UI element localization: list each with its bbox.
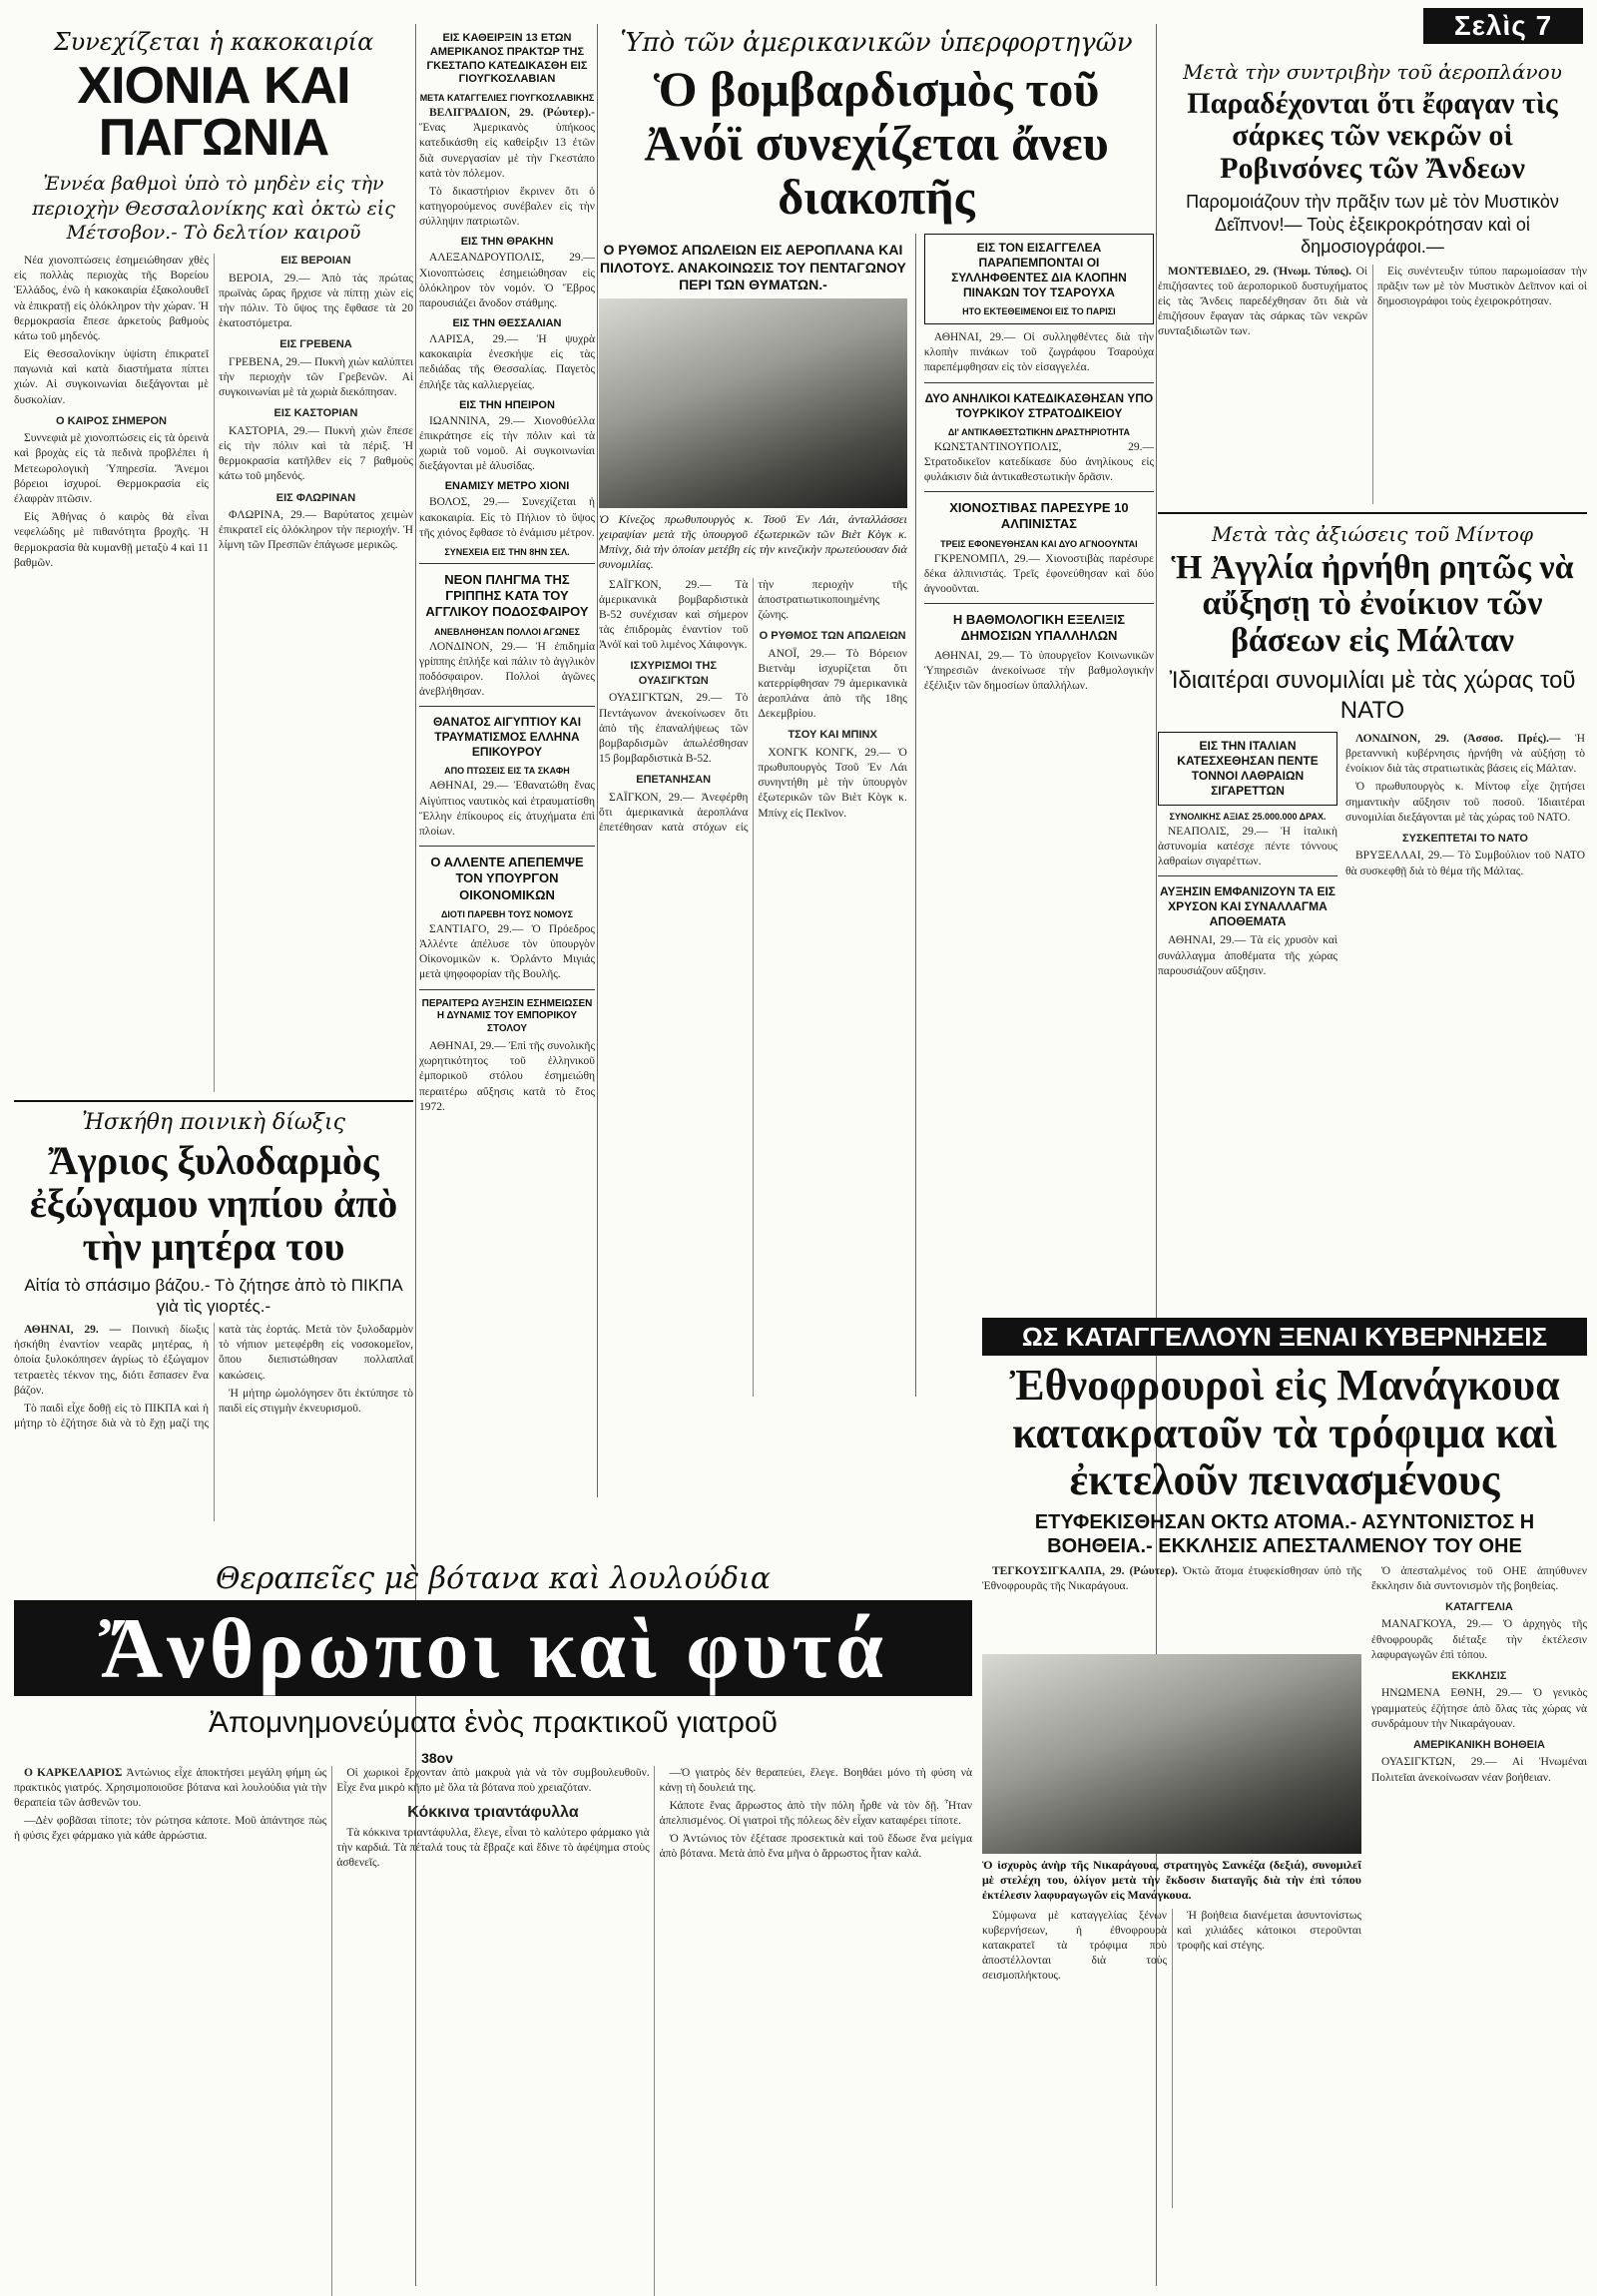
nicaragua-deck: ΕΤΥΦΕΚΙΣΘΗΣΑΝ ΟΚΤΩ ΑΤΟΜΑ.- ΑΣΥΝΤΟΝΙΣΤΟΣ Η ΒΟΗΘΕΙΑ.- ΕΚΚΛΗΣΙΣ ΑΠΕΣΤΑΛΜΕΝΟΥ ΤΟΥ ΟΗΕ <box>1034 1510 1535 1557</box>
allende-sub: ΔΙΟΤΙ ΠΑΡΕΒΗ ΤΟΥΣ ΝΟΜΟΥΣ <box>440 908 574 919</box>
nato-subhead: ΣΥΣΚΕΠΤΕΤΑΙ ΤΟ ΝΑΤΟ <box>1402 832 1528 845</box>
beating-deck: Αἰτία τὸ σπάσιμο βάζου.- Τὸ ζήτησε ἀπὸ τὸ ΠΙΚΠΑ γιὰ τὶς γιορτές.- <box>24 1275 403 1316</box>
nicaragua-headline: Ἐθνοφρουροὶ εἰς Μανάγκουα κατακρατοῦν τὰ τρόφιμα καὶ ἐκτελοῦν πεινασμένους <box>1009 1361 1560 1505</box>
nicaragua-story: ΩΣ ΚΑΤΑΓΓΕΛΛΟΥΝ ΞΕΝΑΙ ΚΥΒΕΡΝΗΣΕΙΣ Ἐθνοφρουροὶ εἰς Μανάγκουα κατακρατοῦν τὰ τρόφιμα καὶ ἐκτελοῦν πεινασμένους ΕΤΥΦΕΚΙΣΘΗΣΑΝ ΟΚΤΩ ΑΤΟΜΑ.- ΑΣΥΝΤΟΝΙΣΤΟΣ Η ΒΟΗΘΕΙΑ.- ΕΚΚΛΗΣΙΣ ΑΠΕΣΤΑΛΜΕΝΟΥ ΤΟΥ ΟΗΕ ΤΕΓΚΟΥΣΙΓΚΑΛΠΑ, 29. (Ρώυτερ). Ὀκτὼ ἄτομα ἐτυφεκίσθησαν ὑπὸ τῆς Ἐθνοφρουρᾶς τῆς Νικαράγουα. Ὁ ἰσχυρὸς ἀνὴρ τῆς Νικαράγουα, στρατηγὸς Σανκέζα (δεξιά), συνομιλεῖ μὲ στελέχη του, ὀλίγον μετὰ τὴν ἔκδοσιν διαταγῆς διὰ τὴν ἐπὶ τόπου ἐκτέλεσιν λαφυραγωγῶν εἰς Μανάγκουα. Σύμφωνα μὲ καταγγελίας ξένων κυβερνήσεων, ἡ ἐθνοφρουρὰ κατακρατεῖ τὰ τρόφιμα ποὺ ἀποστέλλονται διὰ τοὺς σεισμοπλήκτους. Ἡ βοήθεια διανέμεται ἀσυντονίστως καὶ χιλιάδες κάτοικοι στεροῦνται τροφῆς καὶ στέγης. Ὁ ἀπεσταλμένος τοῦ ΟΗΕ ἀπηύθυνεν ἔκκλησιν διὰ συντονισμὸν τῆς βοηθείας. ΚΑΤΑΓΓΕΛΙΑ ΜΑΝΑΓΚΟΥΑ, 29.— Ὁ ἀρχηγὸς τῆς ἐθνοφρουρᾶς διέταξε τὴν ἐκτέλεσιν λαφυραγωγῶν ἐπὶ τόπου. ΕΚΚΛΗΣΙΣ ΗΝΩΜΕΝΑ ΕΘΝΗ, 29.— Ὁ γενικὸς γραμματεὺς ἐζήτησε ἀπὸ ὅλας τὰς χώρας νὰ συνδράμουν τὴν Νικαράγουαν. ΑΜΕΡΙΚΑΝΙΚΗ ΒΟΗΘΕΙΑ ΟΥΑΣΙΓΚΤΩΝ, 29.— Αἱ Ἡνωμέναι Πολιτεῖαι ἀνεκοίνωσαν νέαν βοήθειαν. <box>982 1318 1587 2286</box>
column-hanoi: Ὑπὸ τῶν ἀμερικανικῶν ὑπερφορτηγῶν Ὁ βομβαρδισμὸς τοῦ Ἀνόϊ συνεχίζεται ἄνευ διακοπῆς Ο ΡΥΘΜΟΣ ΑΠΩΛΕΙΩΝ ΕΙΣ ΑΕΡΟΠΛΑΝΑ ΚΑΙ ΠΙΛΟΤΟΥΣ. ΑΝΑΚΟΙΝΩΣΙΣ ΤΟΥ ΠΕΝΤΑΓΩΝΟΥ ΠΕΡΙ ΤΩΝ ΘΥΜΑΤΩΝ.- Ὁ Κίνεζος πρωθυπουργὸς κ. Τσοῦ Ἐν Λάι, ἀνταλλάσσει χειραψίαν μετὰ τῆς ὑπουργοῦ ἐξωτερικῶν τῶν Βιὲτ Κὸγκ κ. Μπίνχ, διὰ τὴν ὁποίαν μετέβη εἰς τὴν κινεζικὴν πρωτεύουσαν διὰ συνομιλίας. ΣΑΪΓΚΟΝ, 29.— Τὰ ἀμερικανικὰ βομβαρδιστικὰ Β-52 συνέχισαν καὶ σήμερον τὰς ἐπιδρομὰς ἐναντίον τοῦ Ἀνόϊ καὶ τοῦ λιμένος Χάιφονγκ. ΙΣΧΥΡΙΣΜΟΙ ΤΗΣ ΟΥΑΣΙΓΚΤΩΝ ΟΥΑΣΙΓΚΤΩΝ, 29.— Τὸ Πεντάγωνον ἀνεκοίνωσεν ὅτι ἀπὸ τῆς ἐπαναλήψεως τῶν βομβαρδισμῶν ἀπωλέσθησαν 15 βομβαρδιστικὰ Β-52. ΕΠΕΤΑΝΗΣΑΝ ΣΑΪΓΚΟΝ, 29.— Ἀνεφέρθη ὅτι ἀμερικανικὰ ἀεροπλάνα ἐπετέθησαν κατὰ στόχων εἰς τὴν περιοχὴν τῆς ἀποστρατιωτικοποιημένης ζώνης. Ο ΡΥΘΜΟΣ ΤΩΝ ΑΠΩΛΕΙΩΝ ΑΝΟΪ, 29.— Τὸ Βόρειον Βιετνὰμ ἰσχυρίζεται ὅτι κατερρίφθησαν 79 ἀμερικανικὰ ἀεροπλάνα ἀπὸ τῆς 18ης Δεκεμβρίου. ΤΣΟΥ ΚΑΙ ΜΠΙΝΧ ΧΟΝΓΚ ΚΟΝΓΚ, 29.— Ὁ πρωθυπουργὸς Τσοῦ Ἐν Λάι συνηντήθη μὲ τὴν ὑπουργὸν ἐξωτερικῶν τῶν Βιὲτ Κὸγκ κ. Μπίνχ εἰς Πεκῖνον. ΕΙΣ ΤΟΝ ΕΙΣΑΓΓΕΛΕΑ ΠΑΡΑΠΕΜΠΟΝΤΑΙ ΟΙ ΣΥΛΛΗΦΘΕΝΤΕΣ ΔΙΑ ΚΛΟΠΗΝ ΠΙΝΑΚΩΝ ΤΟΥ ΤΣΑΡΟΥΧΑ ΗΤΟ ΕΚΤΕΘΕΙΜΕΝΟΙ ΕΙΣ ΤΟ ΠΑΡΙΣΙ ΑΘΗΝΑΙ, 29.— Οἱ συλληφθέντες διὰ τὴν κλοπὴν πινάκων τοῦ ζωγράφου Τσαρούχα παρεπέμφθησαν εἰς τὸν εἰσαγγελέα. ΔΥΟ ΑΝΗΛΙΚΟΙ ΚΑΤΕΔΙΚΑΣΘΗΣΑΝ ΥΠΟ ΤΟΥΡΚΙΚΟΥ ΣΤΡΑΤΟΔΙΚΕΙΟΥ ΔΙ' ΑΝΤΙΚΑΘΕΣΤΩΤΙΚΗΝ ΔΡΑΣΤΗΡΙΟΤΗΤΑ ΚΩΝΣΤΑΝΤΙΝΟΥΠΟΛΙΣ, 29.— Στρατοδικεῖον κατεδίκασε δύο ἀνηλίκους εἰς φυλάκισιν διὰ ἀντικαθεστωτικὴν δρᾶσιν. ΧΙΟΝΟΣΤΙΒΑΣ ΠΑΡΕΣΥΡΕ 10 ΑΛΠΙΝΙΣΤΑΣ ΤΡΕΙΣ ΕΦΟΝΕΥΘΗΣΑΝ ΚΑΙ ΔΥΟ ΑΓΝΟΟΥΝΤΑΙ ΓΚΡΕΝΟΜΠΛ, 29.— Χιονοστιβὰς παρέσυρε δέκα ἀλπινιστάς. Τρεῖς ἐφονεύθησαν καὶ δύο ἀγνοοῦνται. Η ΒΑΘΜΟΛΟΓΙΚΗ ΕΞΕΛΙΞΙΣ ΔΗΜΟΣΙΩΝ ΥΠΑΛΛΗΛΩΝ ΑΘΗΝΑΙ, 29.— Τὸ ὑπουργεῖον Κοινωνικῶν Ὑπηρεσιῶν ἀνεκοίνωσε τὴν βαθμολογικὴν ἐξέλιξιν τῶν δημοσίων ὑπαλλήλων. <box>599 24 1154 1521</box>
photo-caption: Ὁ Κίνεζος πρωθυπουργὸς κ. Τσοῦ Ἐν Λάι, ἀνταλλάσσει χειραψίαν μετὰ τῆς ὑπουργοῦ ἐξωτερικῶν τῶν Βιὲτ Κὸγκ κ. Μπίνχ, διὰ τὴν ὁποίαν μετέβη εἰς τὴν κινεζικὴν πρωτεύουσαν διὰ συνομιλίας. <box>599 511 907 571</box>
column-briefs: ΕΙΣ ΚΑΘΕΙΡΞΙΝ 13 ΕΤΩΝ ΑΜΕΡΙΚΑΝΟΣ ΠΡΑΚΤΩΡ ΤΗΣ ΓΚΕΣΤΑΠΟ ΚΑΤΕΔΙΚΑΣΘΗ ΕΙΣ ΓΙΟΥΓΚΟΣΛΑΒΙΑΝ ΜΕΤΑ ΚΑΤΑΓΓΕΛΙΕΣ ΓΙΟΥΓΚΟΣΛΑΒΙΚΗΣ ΒΕΛΙΓΡΑΔΙΟΝ, 29. (Ρώυτερ).- Ἕνας Ἀμερικανὸς ὑπήκοος κατεδικάσθη εἰς καθείρξιν 13 ἐτῶν διὰ συνεργασίαν μὲ τὴν Γκεστάπο κατὰ τὸν πόλεμον. Τὸ δικαστήριον ἔκρινεν ὅτι ὁ κατηγορούμενος συνέβαλεν εἰς τὴν σύλληψιν πατριωτῶν. ΕΙΣ ΤΗΝ ΘΡΑΚΗΝ ΑΛΕΞΑΝΔΡΟΥΠΟΛΙΣ, 29.— Χιονοπτώσεις ἐσημειώθησαν εἰς ὁλόκληρον τὸν νομόν. Ὁ Ἕβρος παρουσιάζει ἄνοδον στάθμης. ΕΙΣ ΤΗΝ ΘΕΣΣΑΛΙΑΝ ΛΑΡΙΣΑ, 29.— Ἡ ψυχρὰ κακοκαιρία ἐνεσκήψε εἰς τὰς πεδιάδας τῆς Θεσσαλίας. Παγετὸς ἐπλήξε τὰς καλλιεργείας. ΕΙΣ ΤΗΝ ΗΠΕΙΡΟΝ ΙΩΑΝΝΙΝΑ, 29.— Χιονοθύελλα ἐπικράτησε εἰς τὴν πόλιν καὶ τὰ χωριὰ τοῦ νομοῦ. Αἱ συγκοινωνίαι διεξάγονται μὲ ἀλυσίδας. ΕΝΑΜΙΣΥ ΜΕΤΡΟ ΧΙΟΝΙ ΒΟΛΟΣ, 29.— Συνεχίζεται ἡ κακοκαιρία. Εἰς τὸ Πήλιον τὸ ὕψος τῆς χιόνος ἔφθασε τὸ ἑνάμισυ μέτρον. ΣΥΝΕΧΕΙΑ ΕΙΣ ΤΗΝ 8ΗΝ ΣΕΛ. ΝΕΟΝ ΠΛΗΓΜΑ ΤΗΣ ΓΡΙΠΠΗΣ ΚΑΤΑ ΤΟΥ ΑΓΓΛΙΚΟΥ ΠΟΔΟΣΦΑΙΡΟΥ ΑΝΕΒΛΗΘΗΣΑΝ ΠΟΛΛΟΙ ΑΓΩΝΕΣ ΛΟΝΔΙΝΟΝ, 29.— Ἡ ἐπιδημία γρίππης ἐπλήξε καὶ πάλιν τὸ ἀγγλικὸν ποδόσφαιρον. Πολλοὶ ἀγῶνες ἀνεβλήθησαν. ΘΑΝΑΤΟΣ ΑΙΓΥΠΤΙΟΥ ΚΑΙ ΤΡΑΥΜΑΤΙΣΜΟΣ ΕΛΛΗΝΑ ΕΠΙΚΟΥΡΟΥ ΑΠΟ ΠΤΩΣΕΙΣ ΕΙΣ ΤΑ ΣΚΑΦΗ ΑΘΗΝΑΙ, 29.— Ἐθανατώθη ἕνας Αἰγύπτιος ναυτικὸς καὶ ἐτραυματίσθη Ἕλλην ἐπίκουρος εἰς ἀτυχήματα ἐπὶ πλοίων. Ο ΑΛΛΕΝΤΕ ΑΠΕΠΕΜΨΕ ΤΟΝ ΥΠΟΥΡΓΟΝ ΟΙΚΟΝΟΜΙΚΩΝ ΔΙΟΤΙ ΠΑΡΕΒΗ ΤΟΥΣ ΝΟΜΟΥΣ ΣΑΝΤΙΑΓΟ, 29.— Ὁ Πρόεδρος Ἀλλέντε ἀπέλυσε τὸν ὑπουργὸν Οἰκονομικῶν κ. Ὀρλάντο Μιγιάς μετὰ ψηφοφορίαν τῆς Βουλῆς. ΠΕΡΑΙΤΕΡΩ ΑΥΞΗΣΙΝ ΕΣΗΜΕΙΩΣΕΝ Η ΔΥΝΑΜΙΣ ΤΟΥ ΕΜΠΟΡΙΚΟΥ ΣΤΟΛΟΥ ΑΘΗΝΑΙ, 29.— Ἐπὶ τῆς συνολικῆς χωρητικότητος τοῦ ἑλληνικοῦ ἐμπορικοῦ στόλου ἐσημειώθη περαιτέρω αὔξησις κατὰ τὸ ἔτος 1972. <box>419 32 595 1113</box>
column-rule <box>597 24 598 1497</box>
gestapo-sub: ΜΕΤΑ ΚΑΤΑΓΓΕΛΙΕΣ ΓΙΟΥΓΚΟΣΛΑΒΙΚΗΣ <box>419 93 595 103</box>
civil-headline: Η ΒΑΘΜΟΛΟΓΙΚΗ ΕΞΕΛΙΞΙΣ ΔΗΜΟΣΙΩΝ ΥΠΑΛΛΗΛΩΝ <box>952 612 1125 644</box>
andes-kicker: Μετὰ τὴν συντριβὴν τοῦ ἀεροπλάνου <box>1183 60 1562 84</box>
paris-headline: ΕΙΣ ΤΟΝ ΕΙΣΑΓΓΕΛΕΑ ΠΑΡΑΠΕΜΠΟΝΤΑΙ ΟΙ ΣΥΛΛΗΦΘΕΝΤΕΣ ΔΙΑ ΚΛΟΠΗΝ ΠΙΝΑΚΩΝ ΤΟΥ ΤΣΑΡΟΥΧΑ <box>951 241 1127 299</box>
photo-chou-binh <box>599 298 907 508</box>
feature-kicker: Θεραπεῖες μὲ βότανα καὶ λουλούδια <box>216 1561 771 1596</box>
malta-dateline: ΛΟΝΔΙΝΟΝ, 29. (Ἀσσοσ. Πρές).— <box>1355 732 1561 745</box>
weather-subhead: ΕΙΣ ΓΡΕΒΕΝΑ <box>279 338 352 351</box>
death-headline: ΘΑΝΑΤΟΣ ΑΙΓΥΠΤΙΟΥ ΚΑΙ ΤΡΑΥΜΑΤΙΣΜΟΣ ΕΛΛΗΝΑ ΕΠΙΚΟΥΡΟΥ <box>432 715 582 760</box>
divider <box>14 1100 413 1102</box>
hanoi-body: ΣΑΪΓΚΟΝ, 29.— Τὰ ἀμερικανικὰ βομβαρδιστικὰ Β-52 συνέχισαν καὶ σήμερον τὰς ἐπιδρομὰς ἐναντίον τοῦ Ἀνόϊ καὶ τοῦ λιμένος Χάιφονγκ. ΙΣΧΥΡΙΣΜΟΙ ΤΗΣ ΟΥΑΣΙΓΚΤΩΝ ΟΥΑΣΙΓΚΤΩΝ, 29.— Τὸ Πεντάγωνον ἀνεκοίνωσεν ὅτι ἀπὸ τῆς ἐπαναλήψεως τῶν βομβαρδισμῶν ἀπωλέσθησαν 15 βομβαρδιστικὰ Β-52. ΕΠΕΤΑΝΗΣΑΝ ΣΑΪΓΚΟΝ, 29.— Ἀνεφέρθη ὅτι ἀμερικανικὰ ἀεροπλάνα ἐπετέθησαν κατὰ στόχων εἰς τὴν περιοχὴν τῆς ἀποστρατιωτικοποιημένης ζώνης. Ο ΡΥΘΜΟΣ ΤΩΝ ΑΠΩΛΕΙΩΝ ΑΝΟΪ, 29.— Τὸ Βόρειον Βιετνὰμ ἰσχυρίζεται ὅτι κατερρίφθησαν 79 ἀμερικανικὰ ἀεροπλάνα ἀπὸ τῆς 18ης Δεκεμβρίου. ΤΣΟΥ ΚΑΙ ΜΠΙΝΧ ΧΟΝΓΚ ΚΟΝΓΚ, 29.— Ὁ πρωθυπουργὸς Τσοῦ Ἐν Λάι συνηντήθη μὲ τὴν ὑπουργὸν ἐξωτερικῶν τῶν Βιὲτ Κὸγκ κ. Μπίνχ εἰς Πεκῖνον. <box>599 578 907 835</box>
hanoi-kicker: Ὑπὸ τῶν ἀμερικανικῶν ὑπερφορτηγῶν <box>620 28 1133 58</box>
nicaragua-subhead: ΚΑΤΑΓΓΕΛΙΑ <box>1445 1600 1513 1613</box>
gestapo-dateline: ΒΕΛΙΓΡΑΔΙΟΝ, 29. (Ρώυτερ).- <box>429 107 595 119</box>
beating-dateline: ΑΘΗΝΑΙ, 29. — <box>24 1324 122 1337</box>
weather-subhead: ΕΙΣ ΚΑΣΤΟΡΙΑΝ <box>273 407 358 420</box>
andes-deck: Παρομοιάζουν τὴν πρᾶξιν των μὲ τὸν Μυστικὸν Δεῖπνον!— Τοὺς ἐξεικροκρότησαν καὶ οἱ δημοσιογράφοι.— <box>1186 192 1559 258</box>
page-number-badge: Σελὶς 7 <box>1423 8 1583 44</box>
flu-headline: ΝΕΟΝ ΠΛΗΓΜΑ ΤΗΣ ΓΡΙΠΠΗΣ ΚΑΤΑ ΤΟΥ ΑΓΓΛΙΚΟΥ ΠΟΔΟΣΦΑΙΡΟΥ <box>425 571 589 620</box>
weather-kicker: Συνεχίζεται ἡ κακοκαιρία <box>53 28 374 56</box>
briefs-subhead: ΕΙΣ ΤΗΝ ΘΕΣΣΑΛΙΑΝ <box>452 317 562 330</box>
feature-banner: Ἄνθρωποι καὶ φυτά <box>14 1600 972 1696</box>
andes-dateline: ΜΟΝΤΕΒΙΔΕΟ, 29. (Ἡνωμ. Τύπος). <box>1168 265 1352 278</box>
beating-body: ΑΘΗΝΑΙ, 29. — Ποινικὴ δίωξις ἠσκήθη ἐναντίον νεαρᾶς μητέρας, ἡ ὁποία ξυλοκόπησεν ἀγρίως τὸ ἐξώγαμον τετραετὲς τέκνον της, διότι ἔσπασεν ἕνα βάζον. Τὸ παιδὶ εἶχε δοθῇ εἰς τὸ ΠΙΚΠΑ καὶ ἡ μήτηρ τὸ ἐζήτησε διὰ νὰ τὸ ἔχῃ μαζί της κατὰ τὰς ἑορτάς. Μετὰ τὸν ξυλοδαρμὸν τὸ νήπιον μετεφέρθη εἰς νοσοκομεῖον, ὅπου διεπιστώθησαν πολλαπλαῖ κακώσεις. Ἡ μήτηρ ὡμολόγησεν ὅτι ἐκτύπησε τὸ παιδὶ εἰς στιγμὴν ἐκνευρισμοῦ. <box>14 1324 413 1431</box>
malta-headline: Ἡ Ἀγγλία ἠρνήθη ρητῶς νὰ αὔξησῃ τὸ ἐνοίκιον τῶν βάσεων εἰς Μάλταν <box>1171 548 1574 660</box>
gestapo-body: ΒΕΛΙΓΡΑΔΙΟΝ, 29. (Ρώυτερ).- Ἕνας Ἀμερικανὸς ὑπήκοος κατεδικάσθη εἰς καθείρξιν 13 ἐτῶν διὰ συνεργασίαν μὲ τὴν Γκεστάπο κατὰ τὸν πόλεμον. Τὸ δικαστήριον ἔκρινεν ὅτι ὁ κατηγορούμενος συνέβαλεν εἰς τὴν σύλληψιν πατριωτῶν. <box>419 107 595 229</box>
alps-headline: ΧΙΟΝΟΣΤΙΒΑΣ ΠΑΡΕΣΥΡΕ 10 ΑΛΠΙΝΙΣΤΑΣ <box>949 500 1129 532</box>
column-andes: Μετὰ τὴν συντριβὴν τοῦ ἀεροπλάνου Παραδέχονται ὅτι ἔφαγαν τὶς σάρκες τῶν νεκρῶν οἱ Ροβινσόνες τῶν Ἄνδεων Παρομοιάζουν τὴν πρᾶξιν των μὲ τὸν Μυστικὸν Δεῖπνον!— Τοὺς ἐξεικροκρότησαν καὶ οἱ δημοσιογράφοι.— ΜΟΝΤΕΒΙΔΕΟ, 29. (Ἡνωμ. Τύπος). Οἱ ἐπιζήσαντες τοῦ ἀεροπορικοῦ δυστυχήματος εἰς τὰς Ἄνδεις παρεδέχθησαν ὅτι διὰ νὰ ἐπιζήσουν ἔφαγαν τὰς σάρκας τῶν νεκρῶν συνταξιδιωτῶν των. Εἰς συνέντευξιν τύπου παρωμοίασαν τὴν πρᾶξιν των μὲ τὸν Μυστικὸν Δεῖπνον καὶ οἱ δημοσιογράφοι τοὺς ἐχειροκρότησαν. Μετὰ τὰς ἀξιώσεις τοῦ Μίντοφ Ἡ Ἀγγλία ἠρνήθη ρητῶς νὰ αὔξησῃ τὸ ἐνοίκιον τῶν βάσεων εἰς Μάλταν Ἰδιαιτέραι συνομιλίαι μὲ τὰς χώρας τοῦ ΝΑΤΟ ΕΙΣ ΤΗΝ ΙΤΑΛΙΑΝ ΚΑΤΕΣΧΕΘΗΣΑΝ ΠΕΝΤΕ ΤΟΝΝΟΙ ΛΑΘΡΑΙΩΝ ΣΙΓΑΡΕΤΤΩΝ ΣΥΝΟΛΙΚΗΣ ΑΞΙΑΣ 25.000.000 ΔΡΑΧ. ΝΕΑΠΟΛΙΣ, 29.— Ἡ ἰταλικὴ ἀστυνομία κατέσχε πέντε τόννους λαθραίων σιγαρέττων. ΑΥΞΗΣΙΝ ΕΜΦΑΝΙΖΟΥΝ ΤΑ ΕΙΣ ΧΡΥΣΟΝ ΚΑΙ ΣΥΝΑΛΛΑΓΜΑ ΑΠΟΘΕΜΑΤΑ ΑΘΗΝΑΙ, 29.— Τὰ εἰς χρυσὸν καὶ συνάλλαγμα ἀποθέματα τῆς χώρας παρουσιάζουν αὔξησιν. ΛΟΝΔΙΝΟΝ, 29. (Ἀσσοσ. Πρές).— Ἡ βρεταννικὴ κυβέρνησις ἠρνήθη νὰ αὐξήσῃ τὸ ἐνοίκιον διὰ τὰς στρατιωτικὰς βάσεις εἰς Μάλταν. Ὁ πρωθυπουργὸς κ. Μίντοφ εἶχε ζητήσει σημαντικὴν αὔξησιν τοῦ ποσοῦ. Ἰδιαιτέραι συνομιλίαι διεξάγονται μὲ τὰς χώρας τοῦ ΝΑΤΟ. ΣΥΣΚΕΠΤΕΤΑΙ ΤΟ ΝΑΤΟ ΒΡΥΞΕΛΛΑΙ, 29.— Τὸ Συμβούλιον τοῦ ΝΑΤΟ θὰ συσκεφθῇ διὰ τὸ θέμα τῆς Μάλτας. <box>1158 56 1587 1314</box>
weather-subhead: ΕΙΣ ΦΛΩΡΙΝΑΝ <box>275 491 356 504</box>
nicaragua-dateline: ΤΕΓΚΟΥΣΙΓΚΑΛΠΑ, 29. (Ρώυτερ). <box>992 1564 1178 1577</box>
nicaragua-subhead: ΕΚΚΛΗΣΙΣ <box>1451 1669 1507 1682</box>
hanoi-subhead: ΙΣΧΥΡΙΣΜΟΙ ΤΗΣ ΟΥΑΣΙΓΚΤΩΝ <box>630 660 717 687</box>
feature-subtitle: Ἀπομνημονεύματα ἑνὸς πρακτικοῦ γιατροῦ <box>209 1706 778 1739</box>
feature-byline: Ο ΚΑΡΚΕΛΑΡΙΟΣ <box>24 1766 123 1779</box>
death-sub: ΑΠΟ ΠΤΩΣΕΙΣ ΕΙΣ ΤΑ ΣΚΑΦΗ <box>444 766 570 777</box>
hanoi-subhead: ΤΣΟΥ ΚΑΙ ΜΠΙΝΧ <box>788 729 877 742</box>
nicaragua-subhead: ΑΜΕΡΙΚΑΝΙΚΗ ΒΟΗΘΕΙΑ <box>1412 1738 1545 1751</box>
italy-sub: ΣΥΝΟΛΙΚΗΣ ΑΞΙΑΣ 25.000.000 ΔΡΑΧ. <box>1169 811 1327 822</box>
malta-kicker: Μετὰ τὰς ἀξιώσεις τοῦ Μίντοφ <box>1212 521 1533 546</box>
andes-headline: Παραδέχονται ὅτι ἔφαγαν τὶς σάρκες τῶν νεκρῶν οἱ Ροβινσόνες τῶν Ἄνδεων <box>1187 87 1558 185</box>
nicaragua-banner: ΩΣ ΚΑΤΑΓΓΕΛΛΟΥΝ ΞΕΝΑΙ ΚΥΒΕΡΝΗΣΕΙΣ <box>982 1318 1587 1356</box>
feature-body: Ο ΚΑΡΚΕΛΑΡΙΟΣ Ἀντώνιος εἶχε ἀποκτήσει μεγάλη φήμη ὡς πρακτικὸς γιατρός. Χρησιμοποιοῦσε βότανα καὶ λουλούδια γιὰ τὴν θεραπεία τῶν ἀσθενῶν του. —Δὲν φοβᾶσαι τίποτε; τὸν ρώτησα κάποτε. Μοῦ ἀπάντησε πὼς ἡ φύσις ἔχει φάρμακο γιὰ κάθε ἀρρώστια. Οἱ χωρικοὶ ἔρχονταν ἀπὸ μακρυὰ γιὰ νὰ τὸν συμβουλευθοῦν. Εἶχε ἕνα μικρὸ κῆπο μὲ ὅλα τὰ βότανα ποὺ χρειαζόταν. Κόκκινα τριαντάφυλλα Τὰ κόκκινα τριαντάφυλλα, ἔλεγε, εἶναι τὸ καλύτερο φάρμακο γιὰ τὴν καρδιά. Τὰ πέταλά τους τὰ ἔβραζε καὶ ἔδινε τὸ ἀφέψημα στοὺς ἀσθενεῖς. —Ὁ γιατρὸς δὲν θεραπεύει, ἔλεγε. Βοηθάει μόνο τὴ φύση νὰ κάνῃ τὴ δουλειά της. Κάποτε ἕνας ἄρρωστος ἀπὸ τὴν πόλη ἦρθε νὰ τὸν δῇ. Ἦταν ἀπελπισμένος. Οἱ γιατροὶ τῆς πόλεως δὲν εἶχαν καταφέρει τίποτε. Ὁ Ἀντώνιος τὸν ἐξέτασε προσεκτικὰ καὶ τοῦ ἔδωσε ἕνα μείγμα ἀπὸ βότανα. Μετὰ ἀπὸ ἕνα μῆνα ὁ ἄρρωστος ἦταν καλά. <box>14 1766 972 1870</box>
weather-subhead: Ο ΚΑΙΡΟΣ ΣΗΜΕΡΟΝ <box>56 414 167 427</box>
column-weather <box>14 24 413 1521</box>
weather-headline: ΧΙΟΝΙΑ ΚΑΙ ΠΑΓΩΝΙΑ <box>77 57 350 167</box>
alps-sub: ΤΡΕΙΣ ΕΦΟΝΕΥΘΗΣΑΝ ΚΑΙ ΔΥΟ ΑΓΝΟΟΥΝΤΑΙ <box>940 538 1138 549</box>
gestapo-headline: ΕΙΣ ΚΑΘΕΙΡΞΙΝ 13 ΕΤΩΝ ΑΜΕΡΙΚΑΝΟΣ ΠΡΑΚΤΩΡ ΤΗΣ ΓΚΕΣΤΑΠΟ ΚΑΤΕΔΙΚΑΣΘΗ ΕΙΣ ΓΙΟΥΓΚΟΣΛΑΒΙΑΝ <box>426 32 588 86</box>
weather-deck: Ἐννέα βαθμοὶ ὑπὸ τὸ μηδὲν εἰς τὴν περιοχὴν Θεσσαλονίκης καὶ ὀκτὼ εἰς Μέτσοβον.- Τὸ δελτίον καιροῦ <box>32 173 395 245</box>
briefs-subhead: ΕΝΑΜΙΣΥ ΜΕΤΡΟ ΧΙΟΝΙ <box>444 480 570 493</box>
gold-headline: ΑΥΞΗΣΙΝ ΕΜΦΑΝΙΖΟΥΝ ΤΑ ΕΙΣ ΧΡΥΣΟΝ ΚΑΙ ΣΥΝΑΛΛΑΓΜΑ ΑΠΟΘΕΜΑΤΑ <box>1159 884 1335 929</box>
feature-subhead: Κόκκινα τριαντάφυλλα <box>407 1803 579 1821</box>
beating-headline: Ἄγριος ξυλοδαρμὸς ἐξώγαμου νηπίου ἀπὸ τὴν μητέρα του <box>29 1138 398 1270</box>
continued-note: ΣΥΝΕΧΕΙΑ ΕΙΣ ΤΗΝ 8ΗΝ ΣΕΛ. <box>444 546 570 557</box>
paris-sub: ΗΤΟ ΕΚΤΕΘΕΙΜΕΝΟΙ ΕΙΣ ΤΟ ΠΑΡΙΣΙ <box>962 306 1116 316</box>
turkey-sub: ΔΙ' ΑΝΤΙΚΑΘΕΣΤΩΤΙΚΗΝ ΔΡΑΣΤΗΡΙΟΤΗΤΑ <box>947 426 1131 437</box>
hanoi-subhead: ΕΠΕΤΑΝΗΣΑΝ <box>636 774 712 787</box>
weather-subhead: ΕΙΣ ΒΕΡΟΙΑΝ <box>280 255 351 268</box>
photo-somoza <box>982 1654 1361 1854</box>
briefs-subhead: ΕΙΣ ΤΗΝ ΘΡΑΚΗΝ <box>460 236 554 249</box>
weather-body: Νέα χιονοπτώσεις ἐσημειώθησαν χθὲς εἰς πολλὰς περιοχὰς τῆς Βορείου Ἑλλάδος, ἐνῶ ἡ κακοκαιρία ἐξακολουθεῖ νὰ ἐπικρατῇ εἰς ὁλόκληρον τὴν χώραν. Ἡ θερμοκρασία ἔπεσε ἀρκετοὺς βαθμοὺς κάτω τοῦ μηδενός. Εἰς Θεσσαλονίκην ὑψίστη ἐπικρατεῖ παγωνιὰ καὶ κατὰ διαστήματα πίπτει χιών. Αἱ συγκοινωνίαι διεξάγονται μὲ δυσκολίαν. Ο ΚΑΙΡΟΣ ΣΗΜΕΡΟΝ Συννεφιὰ μὲ χιονοπτώσεις εἰς τὰ ὀρεινὰ καὶ βροχὰς εἰς τὰ πεδινὰ προβλέπει ἡ Μετεωρολογικὴ Ὑπηρεσία. Ἄνεμοι βόρειοι ἰσχυροί. Θερμοκρασία εἰς ἐλαφρὰν πτῶσιν. Εἰς Ἀθήνας ὁ καιρὸς θὰ εἶναι νεφελώδης μὲ πιθανότητα βροχῆς. Ἡ θερμοκρασία θὰ κυμανθῇ μεταξὺ 4 καὶ 11 βαθμῶν. ΕΙΣ ΒΕΡΟΙΑΝ ΒΕΡΟΙΑ, 29.— Ἀπὸ τὰς πρώτας πρωϊνὰς ὥρας ἤρχισε νὰ πίπτῃ χιὼν εἰς τὴν πόλιν. Τὸ ὕψος της ἔφθασε τὰ 20 ἑκατοστόμετρα. ΕΙΣ ΓΡΕΒΕΝΑ ΓΡΕΒΕΝΑ, 29.— Πυκνὴ χιὼν καλύπτει τὴν περιοχὴν τῶν Γρεβενῶν. Αἱ συγκοινωνίαι μὲ τὰ χωριὰ διεκόπησαν. ΕΙΣ ΚΑΣΤΟΡΙΑΝ ΚΑΣΤΟΡΙΑ, 29.— Πυκνὴ χιὼν ἔπεσε εἰς τὴν πόλιν καὶ τὰ πέριξ. Ἡ θερμοκρασία κατῆλθεν εἰς 7 βαθμοὺς κάτω τοῦ μηδενός. ΕΙΣ ΦΛΩΡΙΝΑΝ ΦΛΩΡΙΝΑ, 29.— Βαρύτατος χειμὼν ἐπικρατεῖ εἰς ὁλόκληρον τὴν περιοχήν. Ἡ λίμνη τῶν Πρεσπῶν ἐπάγωσε μερικῶς. <box>14 255 413 569</box>
malta-deck: Ἰδιαιτέραι συνομιλίαι μὲ τὰς χώρας τοῦ ΝΑΤΟ <box>1169 666 1576 724</box>
briefs-subhead: ΕΙΣ ΤΗΝ ΗΠΕΙΡΟΝ <box>459 398 555 411</box>
flu-sub: ΑΝΕΒΛΗΘΗΣΑΝ ΠΟΛΛΟΙ ΑΓΩΝΕΣ <box>433 626 581 637</box>
italy-headline: ΕΙΣ ΤΗΝ ΙΤΑΛΙΑΝ ΚΑΤΕΣΧΕΘΗΣΑΝ ΠΕΝΤΕ ΤΟΝΝΟΙ ΛΑΘΡΑΙΩΝ ΣΙΓΑΡΕΤΤΩΝ <box>1177 738 1319 798</box>
andes-body: ΜΟΝΤΕΒΙΔΕΟ, 29. (Ἡνωμ. Τύπος). Οἱ ἐπιζήσαντες τοῦ ἀεροπορικοῦ δυστυχήματος εἰς τὰς Ἄνδεις παρεδέχθησαν ὅτι διὰ νὰ ἐπιζήσουν ἔφαγαν τὰς σάρκας τῶν νεκρῶν συνταξιδιωτῶν των. Εἰς συνέντευξιν τύπου παρωμοίασαν τὴν πρᾶξιν των μὲ τὸν Μυστικὸν Δεῖπνον καὶ οἱ δημοσιογράφοι τοὺς ἐχειροκρότησαν. <box>1158 265 1587 338</box>
beating-kicker: Ἠσκήθη ποινικὴ δίωξις <box>82 1110 345 1136</box>
malta-body: ΛΟΝΔΙΝΟΝ, 29. (Ἀσσοσ. Πρές).— Ἡ βρεταννικὴ κυβέρνησις ἠρνήθη νὰ αὐξήσῃ τὸ ἐνοίκιον διὰ τὰς στρατιωτικὰς βάσεις εἰς Μάλταν. Ὁ πρωθυπουργὸς κ. Μίντοφ εἶχε ζητήσει σημαντικὴν αὔξησιν τοῦ ποσοῦ. Ἰδιαιτέραι συνομιλίαι διεξάγονται μὲ τὰς χώρας τοῦ ΝΑΤΟ. ΣΥΣΚΕΠΤΕΤΑΙ ΤΟ ΝΑΤΟ ΒΡΥΞΕΛΛΑΙ, 29.— Τὸ Συμβούλιον τοῦ ΝΑΤΟ θὰ συσκεφθῇ διὰ τὸ θέμα τῆς Μάλτας. <box>1345 732 1585 877</box>
hanoi-subhead: Ο ΡΥΘΜΟΣ ΤΩΝ ΑΠΩΛΕΙΩΝ <box>759 630 906 643</box>
feature-section <box>14 1557 972 2296</box>
hanoi-headline: Ὁ βομβαρδισμὸς τοῦ Ἀνόϊ συνεχίζεται ἄνευ διακοπῆς <box>644 61 1109 225</box>
fleet-headline: ΠΕΡΑΙΤΕΡΩ ΑΥΞΗΣΙΝ ΕΣΗΜΕΙΩΣΕΝ Η ΔΥΝΑΜΙΣ ΤΟΥ ΕΜΠΟΡΙΚΟΥ ΣΤΟΛΟΥ <box>421 997 593 1034</box>
feature-part: 38ον <box>421 1749 453 1766</box>
photo-caption: Ὁ ἰσχυρὸς ἀνὴρ τῆς Νικαράγουα, στρατηγὸς Σανκέζα (δεξιά), συνομιλεῖ μὲ στελέχη του, ὀλίγον μετὰ τὴν ἔκδοσιν διαταγῆς διὰ τὴν ἐπὶ τόπου ἐκτέλεσιν λαφυραγωγῶν εἰς Μανάγκουα. <box>982 1857 1361 1902</box>
hanoi-deck: Ο ΡΥΘΜΟΣ ΑΠΩΛΕΙΩΝ ΕΙΣ ΑΕΡΟΠΛΑΝΑ ΚΑΙ ΠΙΛΟΤΟΥΣ. ΑΝΑΚΟΙΝΩΣΙΣ ΤΟΥ ΠΕΝΤΑΓΩΝΟΥ ΠΕΡΙ ΤΩΝ ΘΥΜΑΤΩΝ.- <box>599 242 906 292</box>
allende-headline: Ο ΑΛΛΕΝΤΕ ΑΠΕΠΕΜΨΕ ΤΟΝ ΥΠΟΥΡΓΟΝ ΟΙΚΟΝΟΜΙΚΩΝ <box>430 855 584 902</box>
turkey-headline: ΔΥΟ ΑΝΗΛΙΚΟΙ ΚΑΤΕΔΙΚΑΣΘΗΣΑΝ ΥΠΟ ΤΟΥΡΚΙΚΟΥ ΣΤΡΑΤΟΔΙΚΕΙΟΥ <box>924 390 1154 420</box>
